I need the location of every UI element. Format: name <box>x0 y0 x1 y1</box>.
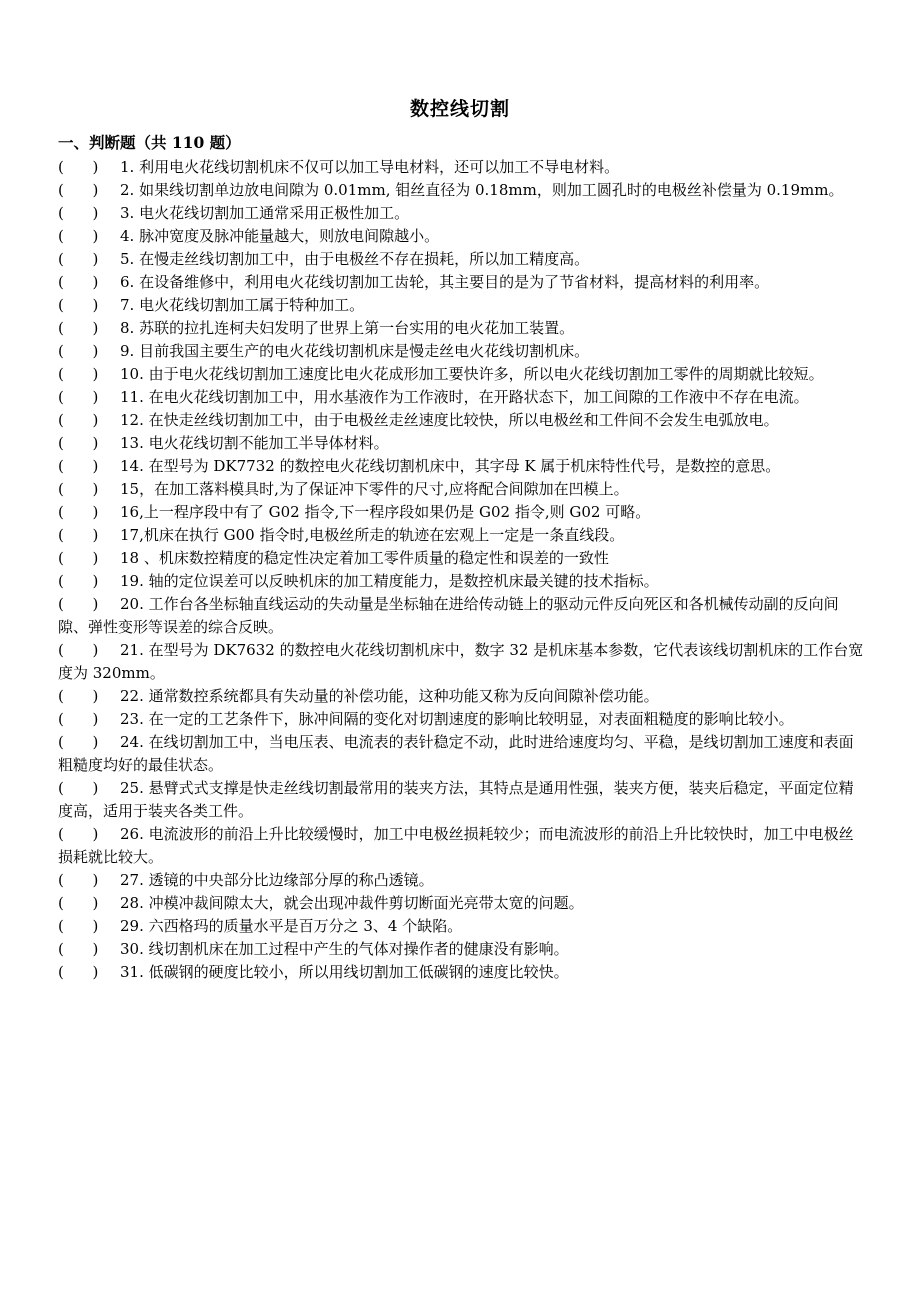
question-item <box>58 478 866 501</box>
document-title: 数控线切割 <box>409 98 510 120</box>
answer-bracket: ( ) <box>58 227 99 245</box>
question-item <box>58 432 866 455</box>
question-item <box>58 547 866 570</box>
answer-bracket: ( ) <box>58 411 99 429</box>
question-item <box>58 386 866 409</box>
answer-bracket: ( ) <box>58 319 99 337</box>
answer-bracket: ( ) <box>58 526 99 544</box>
answer-bracket: ( ) <box>58 457 99 475</box>
question-text: 17,机床在执行 G00 指令时,电极丝所走的轨迹在宏观上一定是一条直线段。 <box>120 526 625 544</box>
question-text: 29. 六西格玛的质量水平是百万分之 3、4 个缺陷。 <box>120 917 463 935</box>
question-text: 20. 工作台各坐标轴直线运动的失动量是坐标轴在进给传动链上的驱动元件反向死区和各机械传动副的反向间隙、弹性变形等误差的综合反映。 <box>58 595 839 636</box>
answer-bracket: ( ) <box>58 503 99 521</box>
question-item <box>58 248 866 271</box>
answer-bracket: ( ) <box>58 894 99 912</box>
question-text: 4. 脉冲宽度及脉冲能量越大，则放电间隙越小。 <box>120 227 440 245</box>
question-text: 30. 线切割机床在加工过程中产生的气体对操作者的健康没有影响。 <box>120 940 569 958</box>
question-text: 2. 如果线切割单边放电间隙为 0.01mm, 钼丝直径为 0.18mm，则加工圆孔时的电极丝补偿量为 0.19mm。 <box>120 181 844 199</box>
question-text: 22. 通常数控系统都具有失动量的补偿功能，这种功能又称为反向间隙补偿功能。 <box>120 687 659 705</box>
question-text: 13. 电火花线切割不能加工半导体材料。 <box>120 434 389 452</box>
answer-bracket: ( ) <box>58 158 99 176</box>
answer-bracket: ( ) <box>58 480 99 498</box>
question-item <box>58 961 866 984</box>
answer-bracket: ( ) <box>58 710 99 728</box>
answer-bracket: ( ) <box>58 825 99 843</box>
answer-bracket: ( ) <box>58 963 99 981</box>
question-text: 3. 电火花线切割加工通常采用正极性加工。 <box>120 204 410 222</box>
question-item <box>58 593 866 639</box>
question-item <box>58 639 866 685</box>
answer-bracket: ( ) <box>58 388 99 406</box>
question-text: 1. 利用电火花线切割机床不仅可以加工导电材料，还可以加工不导电材料。 <box>120 158 620 176</box>
question-text: 28. 冲模冲裁间隙太大，就会出现冲裁件剪切断面光亮带太宽的问题。 <box>120 894 584 912</box>
question-text: 18 、机床数控精度的稳定性决定着加工零件质量的稳定性和误差的一致性 <box>120 549 609 567</box>
question-text: 19. 轴的定位误差可以反映机床的加工精度能力，是数控机床最关键的技术指标。 <box>120 572 659 590</box>
question-item <box>58 731 866 777</box>
question-text: 11. 在电火花线切割加工中，用水基液作为工作液时，在开路状态下，加工间隙的工作液中不存在电流。 <box>120 388 809 406</box>
question-text: 24. 在线切割加工中，当电压表、电流表的表针稳定不动，此时进给速度均匀、平稳，是线切割加工速度和表面粗糙度均好的最佳状态。 <box>58 733 854 774</box>
question-text: 27. 透镜的中央部分比边缘部分厚的称凸透镜。 <box>120 871 434 889</box>
answer-bracket: ( ) <box>58 595 99 613</box>
question-item <box>58 938 866 961</box>
question-item <box>58 179 866 202</box>
question-item <box>58 708 866 731</box>
question-text: 5. 在慢走丝线切割加工中，由于电极丝不存在损耗，所以加工精度高。 <box>120 250 590 268</box>
question-text: 26. 电流波形的前沿上升比较缓慢时，加工中电极丝损耗较少；而电流波形的前沿上升比较快时，加工中电极丝损耗就比较大。 <box>58 825 854 866</box>
question-item <box>58 823 866 869</box>
question-item <box>58 340 866 363</box>
question-item <box>58 869 866 892</box>
question-item <box>58 685 866 708</box>
answer-bracket: ( ) <box>58 549 99 567</box>
answer-bracket: ( ) <box>58 434 99 452</box>
answer-bracket: ( ) <box>58 871 99 889</box>
question-text: 16,上一程序段中有了 G02 指令,下一程序段如果仍是 G02 指令,则 G02 可略。 <box>120 503 651 521</box>
answer-bracket: ( ) <box>58 779 99 797</box>
answer-bracket: ( ) <box>58 296 99 314</box>
section-heading: 一、判断题（共 110 题） <box>58 133 241 152</box>
question-text: 15，在加工落料模具时,为了保证冲下零件的尺寸,应将配合间隙加在凹模上。 <box>120 480 629 498</box>
question-item <box>58 455 866 478</box>
answer-bracket: ( ) <box>58 687 99 705</box>
answer-bracket: ( ) <box>58 940 99 958</box>
question-item <box>58 524 866 547</box>
question-item <box>58 363 866 386</box>
question-text: 23. 在一定的工艺条件下，脉冲间隔的变化对切割速度的影响比较明显，对表面粗糙度的影响比较小。 <box>120 710 794 728</box>
question-item <box>58 156 866 179</box>
answer-bracket: ( ) <box>58 733 99 751</box>
answer-bracket: ( ) <box>58 572 99 590</box>
question-item <box>58 294 866 317</box>
question-item <box>58 892 866 915</box>
answer-bracket: ( ) <box>58 641 99 659</box>
question-text: 12. 在快走丝线切割加工中，由于电极丝走丝速度比较快，所以电极丝和工件间不会发生电弧放电。 <box>120 411 779 429</box>
question-item <box>58 915 866 938</box>
answer-bracket: ( ) <box>58 342 99 360</box>
answer-bracket: ( ) <box>58 250 99 268</box>
question-item <box>58 202 866 225</box>
question-item <box>58 271 866 294</box>
question-item <box>58 409 866 432</box>
question-text: 10. 由于电火花线切割加工速度比电火花成形加工要快许多，所以电火花线切割加工零件的周期就比较短。 <box>120 365 824 383</box>
question-text: 31. 低碳钢的硬度比较小，所以用线切割加工低碳钢的速度比较快。 <box>120 963 569 981</box>
question-item <box>58 501 866 524</box>
answer-bracket: ( ) <box>58 365 99 383</box>
question-text: 7. 电火花线切割加工属于特种加工。 <box>120 296 365 314</box>
question-text: 21. 在型号为 DK7632 的数控电火花线切割机床中，数字 32 是机床基本参数，它代表该线切割机床的工作台宽度为 320mm。 <box>58 641 864 682</box>
question-item <box>58 225 866 248</box>
answer-bracket: ( ) <box>58 917 99 935</box>
question-text: 9. 目前我国主要生产的电火花线切割机床是慢走丝电火花线切割机床。 <box>120 342 590 360</box>
question-item <box>58 570 866 593</box>
question-text: 6. 在设备维修中，利用电火花线切割加工齿轮，其主要目的是为了节省材料，提高材料的利用率。 <box>120 273 770 291</box>
question-text: 25. 悬臂式式支撑是快走丝线切割最常用的装夹方法，其特点是通用性强，装夹方便，装夹后稳定，平面定位精度高，适用于装夹各类工件。 <box>58 779 854 820</box>
answer-bracket: ( ) <box>58 204 99 222</box>
question-text: 8. 苏联的拉扎连柯夫妇发明了世界上第一台实用的电火花加工装置。 <box>120 319 575 337</box>
answer-bracket: ( ) <box>58 181 99 199</box>
question-item <box>58 317 866 340</box>
question-item <box>58 777 866 823</box>
question-text: 14. 在型号为 DK7732 的数控电火花线切割机床中，其字母 K 属于机床特性代号，是数控的意思。 <box>120 457 781 475</box>
answer-bracket: ( ) <box>58 273 99 291</box>
question-list <box>58 156 866 984</box>
